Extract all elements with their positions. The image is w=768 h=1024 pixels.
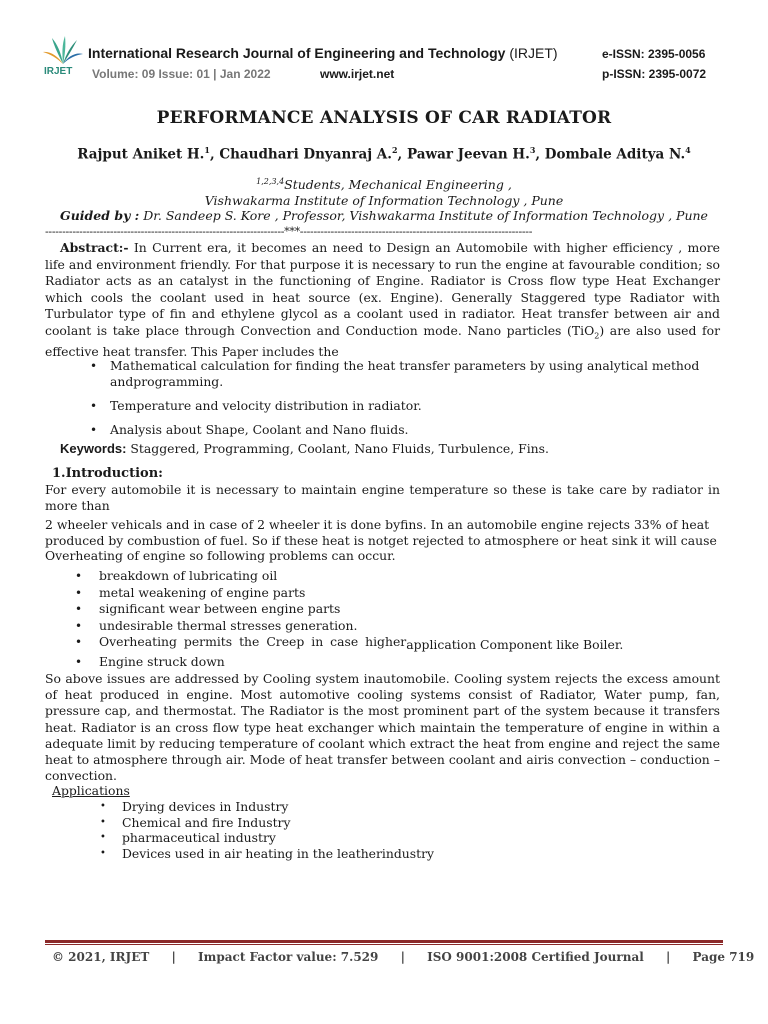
list-item: • Devices used in air heating in the leatherindustry xyxy=(100,845,435,861)
volume-issue: Volume: 09 Issue: 01 | Jan 2022 xyxy=(92,67,271,81)
list-item: • Analysis about Shape, Coolant and Nano fluids. xyxy=(90,422,409,437)
footer: © 2021, IRJET | Impact Factor value: 7.529 | ISO 9001:2008 Certified Journal | Page 719 xyxy=(52,950,755,964)
introduction-heading: 1.Introduction: xyxy=(52,466,163,481)
list-item: • pharmaceutical industry xyxy=(100,830,276,845)
e-issn: e-ISSN: 2395-0056 xyxy=(602,47,706,61)
affiliation-line-2: Vishwakarma Institute of Information Technology , Pune xyxy=(204,193,564,208)
list-item: • Overheating permits the Creep in case higherapplication Component like Boiler. xyxy=(75,634,624,652)
journal-abbr: (IRJET) xyxy=(509,45,558,61)
applications-heading: Applications xyxy=(52,783,130,798)
problems-list xyxy=(75,568,715,671)
list-item: • Chemical and fire Industry xyxy=(100,814,291,830)
intro-paragraph-1a: For every automobile it is necessary to maintain engine temperature so these is take care by radiator in more than xyxy=(45,482,720,513)
intro-paragraph-1b: 2 wheeler vehicals and in case of 2 wheeler it is done byfins. In an automobile engine rejects 33% of heat produced by combustion of fuel. So if these heat is notget rejected to atmosphere or heat sink it will cause Overheating of engine so following problems can occur. xyxy=(45,517,717,563)
abstract-label: Abstract:- xyxy=(60,240,129,255)
footer-iso: ISO 9001:2008 Certified Journal xyxy=(427,950,644,964)
list-item: • Temperature and velocity distribution in radiator. xyxy=(90,398,422,413)
separator-line: ----------------------------------------------------------------------***-------------------------------------------------------------------- xyxy=(45,225,533,238)
footer-impact-factor: Impact Factor value: 7.529 xyxy=(198,950,379,964)
footer-copyright: © 2021, IRJET xyxy=(52,950,150,964)
abstract-bullets xyxy=(90,358,710,442)
guided-by: Guided by : Dr. Sandeep S. Kore , Professor, Vishwakarma Institute of Information Technology , Pune xyxy=(60,208,708,223)
footer-rule xyxy=(45,940,723,943)
journal-title xyxy=(88,45,558,61)
logo-text: IRJET xyxy=(44,66,73,77)
list-item: • breakdown of lubricating oil xyxy=(75,568,278,583)
keywords: Keywords: Staggered, Programming, Coolant, Nano Fluids, Turbulence, Fins. xyxy=(60,441,549,456)
list-item: • Drying devices in Industry xyxy=(100,799,289,814)
paper-title: PERFORMANCE ANALYSIS OF CAR RADIATOR xyxy=(156,108,612,128)
list-item: • metal weakening of engine parts xyxy=(75,584,306,600)
keywords-label: Keywords: xyxy=(60,441,127,456)
website-link[interactable]: www.irjet.net xyxy=(320,67,395,81)
footer-page-number: Page 719 xyxy=(692,950,755,964)
applications-list xyxy=(100,799,700,861)
author-4: Dombale Aditya N. xyxy=(544,146,686,163)
abstract-paragraph: Abstract:- In Current era, it becomes an need to Design an Automobile with higher efficiency , more life and environment friendly. For that purpose it is necessary to run the engine at favourable condition; so Radiator acts as an catalyst in the functioning of Engine. Radiator is Cross flow type Heat Exchanger which cools the coolant used in heat source (ex. Engine). Generally Staggered type Radiator with Turbulator type of fin and ethylene glycol as a coolant used in radiator. Heat transfer between air and coolant is take place through Convection and Conduction mode. Nano particles (TiO$_2$) are also used for effective heat transfer. This Paper includes the xyxy=(45,240,721,360)
intro-paragraph-2: So above issues are addressed by Cooling system inautomobile. Cooling system rejects the excess amount of heat produced in engine. Most automotive cooling systems consist of Radiator, Water pump, fan, pressure cap, and thermostat. The Radiator is the most prominent part of the system because it transfers heat. Radiator is an cross flow type heat exchanger which maintain the temperature of engine in within a adequate limit by reducing temperature of coolant which extract the heat from engine and reject the same heat to atmosphere through air. Mode of heat transfer between coolant and airis convection – conduction – convection. xyxy=(45,671,720,784)
list-item: • significant wear between engine parts xyxy=(75,601,341,616)
author-1: Rajput Aniket H. xyxy=(77,146,205,163)
p-issn: p-ISSN: 2395-0072 xyxy=(602,67,707,81)
author-list: Rajput Aniket H.$^1$, Chaudhari Dnyanraj A.$^2$, Pawar Jeevan H.$^3$, Dombale Aditya N.$^4$ xyxy=(77,145,691,163)
affiliation-line-1: $^{1,2,3,4}$Students, Mechanical Engineering , xyxy=(256,177,512,193)
author-2: Chaudhari Dnyanraj A. xyxy=(219,146,392,163)
footer-rule-thin xyxy=(45,944,723,945)
journal-name: International Research Journal of Engineering and Technology xyxy=(88,45,506,61)
list-item: • undesirable thermal stresses generation. xyxy=(75,617,358,633)
author-3: Pawar Jeevan H. xyxy=(406,146,530,163)
list-item: • Engine struck down xyxy=(75,654,225,669)
list-item: • Mathematical calculation for finding the heat transfer parameters by using analytical method andprogramming. xyxy=(90,358,700,389)
